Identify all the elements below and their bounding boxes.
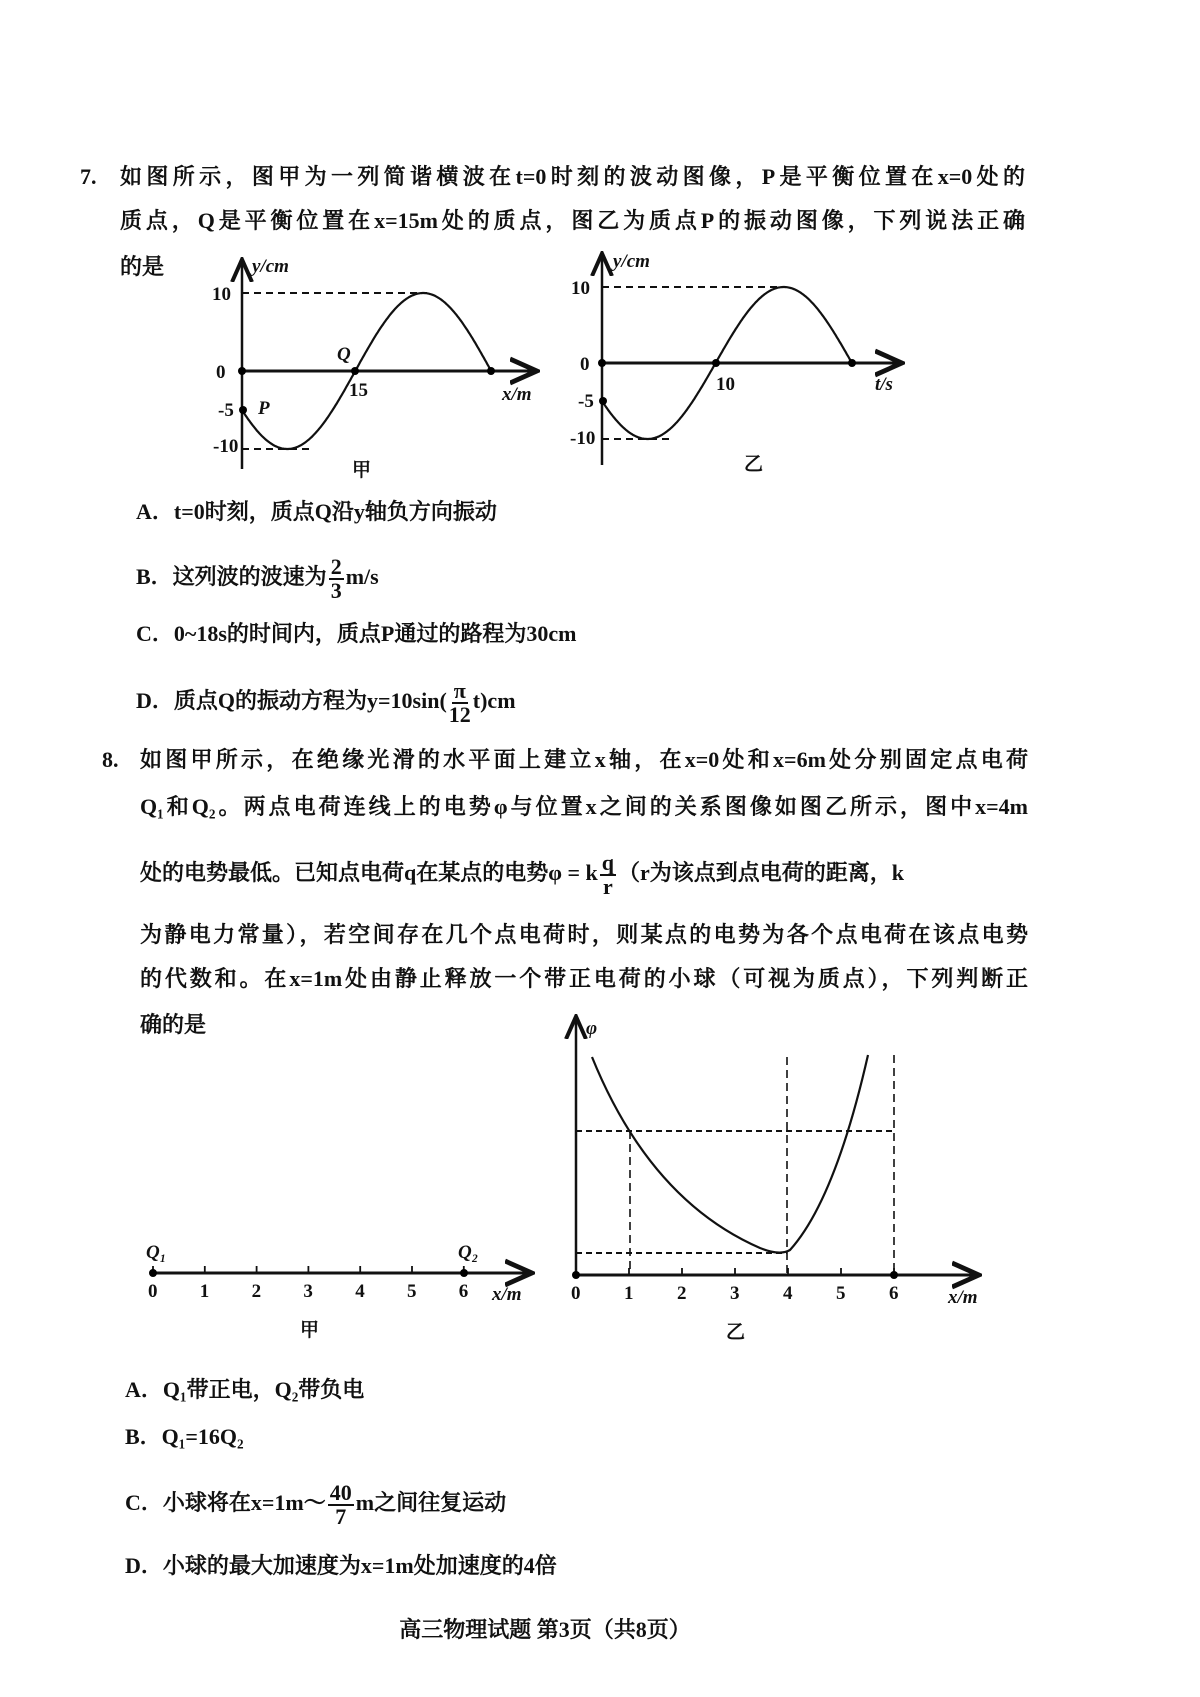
tick-label: 0 bbox=[216, 362, 226, 383]
q8-stem-line: 如图甲所示，在绝缘光滑的水平面上建立x轴，在x=0处和x=6m处分别固定点电荷 bbox=[140, 747, 1028, 772]
origin-point bbox=[572, 1271, 580, 1279]
axis-ticks bbox=[571, 1268, 899, 1304]
tick-label: 10 bbox=[716, 374, 735, 395]
stem-text: 处的电势最低。已知点电荷q在某点的电势φ = k bbox=[140, 860, 598, 886]
q7-option-a: A．t=0时刻，质点Q沿y轴负方向振动 bbox=[136, 499, 497, 524]
figure-caption: 乙 bbox=[726, 1322, 746, 1343]
numerator: 2 bbox=[330, 554, 342, 579]
y-axis-label: y/cm bbox=[252, 256, 289, 277]
denominator: 7 bbox=[335, 1504, 347, 1529]
q7-stem-line: 质点，Q是平衡位置在x=15m处的质点，图乙为质点P的振动图像，下列说法正确 bbox=[120, 208, 1025, 233]
option-text: D．质点Q的振动方程为y=10sin( bbox=[136, 688, 447, 714]
q8-stem-line: Q₁和Q₂。两点电荷连线上的电势φ与位置x之间的关系图像如图乙所示，图中x=4m bbox=[140, 794, 1028, 819]
tick-label: 3 bbox=[730, 1283, 740, 1304]
crossing-point bbox=[487, 367, 495, 375]
tick-label: 10 bbox=[212, 284, 231, 305]
x-axis-label: x/m bbox=[502, 384, 532, 405]
tick-label: 15 bbox=[349, 380, 368, 401]
q7-option-c: C．0~18s的时间内，质点P通过的路程为30cm bbox=[136, 621, 577, 646]
option-text: t)cm bbox=[472, 688, 516, 714]
x-axis-label: x/m bbox=[948, 1287, 978, 1308]
q8-option-a: A．Q₁带正电，Q₂带负电 bbox=[125, 1377, 365, 1402]
tick-label: 0 bbox=[148, 1281, 158, 1302]
q8-stem-line: 确的是 bbox=[140, 1012, 207, 1037]
crossing-point bbox=[848, 359, 856, 367]
denominator: 12 bbox=[448, 702, 471, 727]
q1-label: Q₁ bbox=[146, 1242, 167, 1263]
axis-ticks bbox=[148, 1266, 468, 1302]
tick-label: 0 bbox=[580, 354, 590, 375]
q8-potential-graph bbox=[571, 1018, 978, 1343]
tick-label: 5 bbox=[407, 1281, 417, 1302]
phi-axis-label: φ bbox=[586, 1018, 598, 1039]
tick-label: 1 bbox=[624, 1283, 634, 1304]
q7-stem-line: 如图所示，图甲为一列简谐横波在t=0时刻的波动图像，P是平衡位置在x=0处的 bbox=[120, 164, 1025, 189]
q2-label: Q₂ bbox=[458, 1242, 479, 1263]
q8-stem-line: 的代数和。在x=1m处由静止释放一个带正电荷的小球（可视为质点），下列判断正 bbox=[140, 966, 1028, 991]
charge-q1 bbox=[149, 1269, 157, 1277]
tick-label: -5 bbox=[218, 400, 234, 421]
tick-label: 5 bbox=[836, 1283, 846, 1304]
denominator: 3 bbox=[330, 578, 342, 603]
point-q bbox=[351, 367, 359, 375]
q7-vibration-graph bbox=[570, 251, 899, 475]
t-axis-label: t/s bbox=[875, 374, 893, 395]
tick-label: 4 bbox=[783, 1283, 793, 1304]
q7-wave-graph bbox=[212, 256, 534, 481]
option-text: B．这列波的波速为 bbox=[136, 564, 327, 590]
point-p bbox=[239, 406, 247, 414]
tick-label: 6 bbox=[458, 1281, 469, 1302]
page-footer: 高三物理试题 第3页（共8页） bbox=[399, 1617, 691, 1642]
q8-stem-line: 为静电力常量），若空间存在几个点电荷时，则某点的电势为各个点电荷在该点电势 bbox=[140, 922, 1028, 947]
tick-label: 10 bbox=[571, 278, 590, 299]
point-p-label: P bbox=[258, 398, 270, 419]
q8-number: 8. bbox=[102, 747, 119, 772]
figure-caption: 甲 bbox=[300, 1320, 320, 1341]
tick-label: 0 bbox=[571, 1283, 581, 1304]
numerator: π bbox=[453, 678, 466, 703]
tick-label: 2 bbox=[251, 1281, 262, 1302]
numerator: q bbox=[601, 850, 614, 875]
point-q-label: Q bbox=[337, 344, 351, 365]
q8-charge-axis bbox=[146, 1242, 529, 1341]
tick-label: -5 bbox=[578, 391, 594, 412]
numerator: 40 bbox=[329, 1480, 352, 1505]
option-text: C．小球将在x=1m～ bbox=[125, 1490, 326, 1516]
charge-point bbox=[890, 1271, 898, 1279]
origin-point bbox=[598, 359, 606, 367]
figure-caption: 乙 bbox=[744, 454, 764, 475]
figure-caption: 甲 bbox=[352, 460, 372, 481]
q8-option-d: D．小球的最大加速度为x=1m处加速度的4倍 bbox=[125, 1553, 557, 1578]
tick-label: -10 bbox=[213, 436, 239, 457]
crossing-point bbox=[712, 359, 720, 367]
potential-curve bbox=[592, 1055, 868, 1253]
x-axis-label: x/m bbox=[492, 1284, 522, 1305]
charge-q2 bbox=[460, 1269, 468, 1277]
denominator: r bbox=[602, 874, 613, 899]
tick-label: 6 bbox=[889, 1283, 899, 1304]
q7-number: 7. bbox=[80, 164, 97, 189]
start-point bbox=[599, 397, 607, 405]
y-axis-label: y/cm bbox=[613, 251, 650, 272]
stem-text: （r为该点到点电荷的距离，k bbox=[618, 860, 905, 886]
tick-label: 1 bbox=[199, 1281, 210, 1302]
q7-stem-line: 的是 bbox=[120, 254, 165, 279]
tick-label: -10 bbox=[570, 428, 596, 449]
tick-label: 4 bbox=[355, 1281, 365, 1302]
origin-point bbox=[238, 367, 246, 375]
tick-label: 3 bbox=[303, 1281, 313, 1302]
tick-label: 2 bbox=[677, 1283, 687, 1304]
q8-option-b: B．Q₁=16Q₂ bbox=[125, 1424, 244, 1449]
option-text: m/s bbox=[345, 564, 379, 590]
option-text: m之间往复运动 bbox=[355, 1490, 507, 1516]
